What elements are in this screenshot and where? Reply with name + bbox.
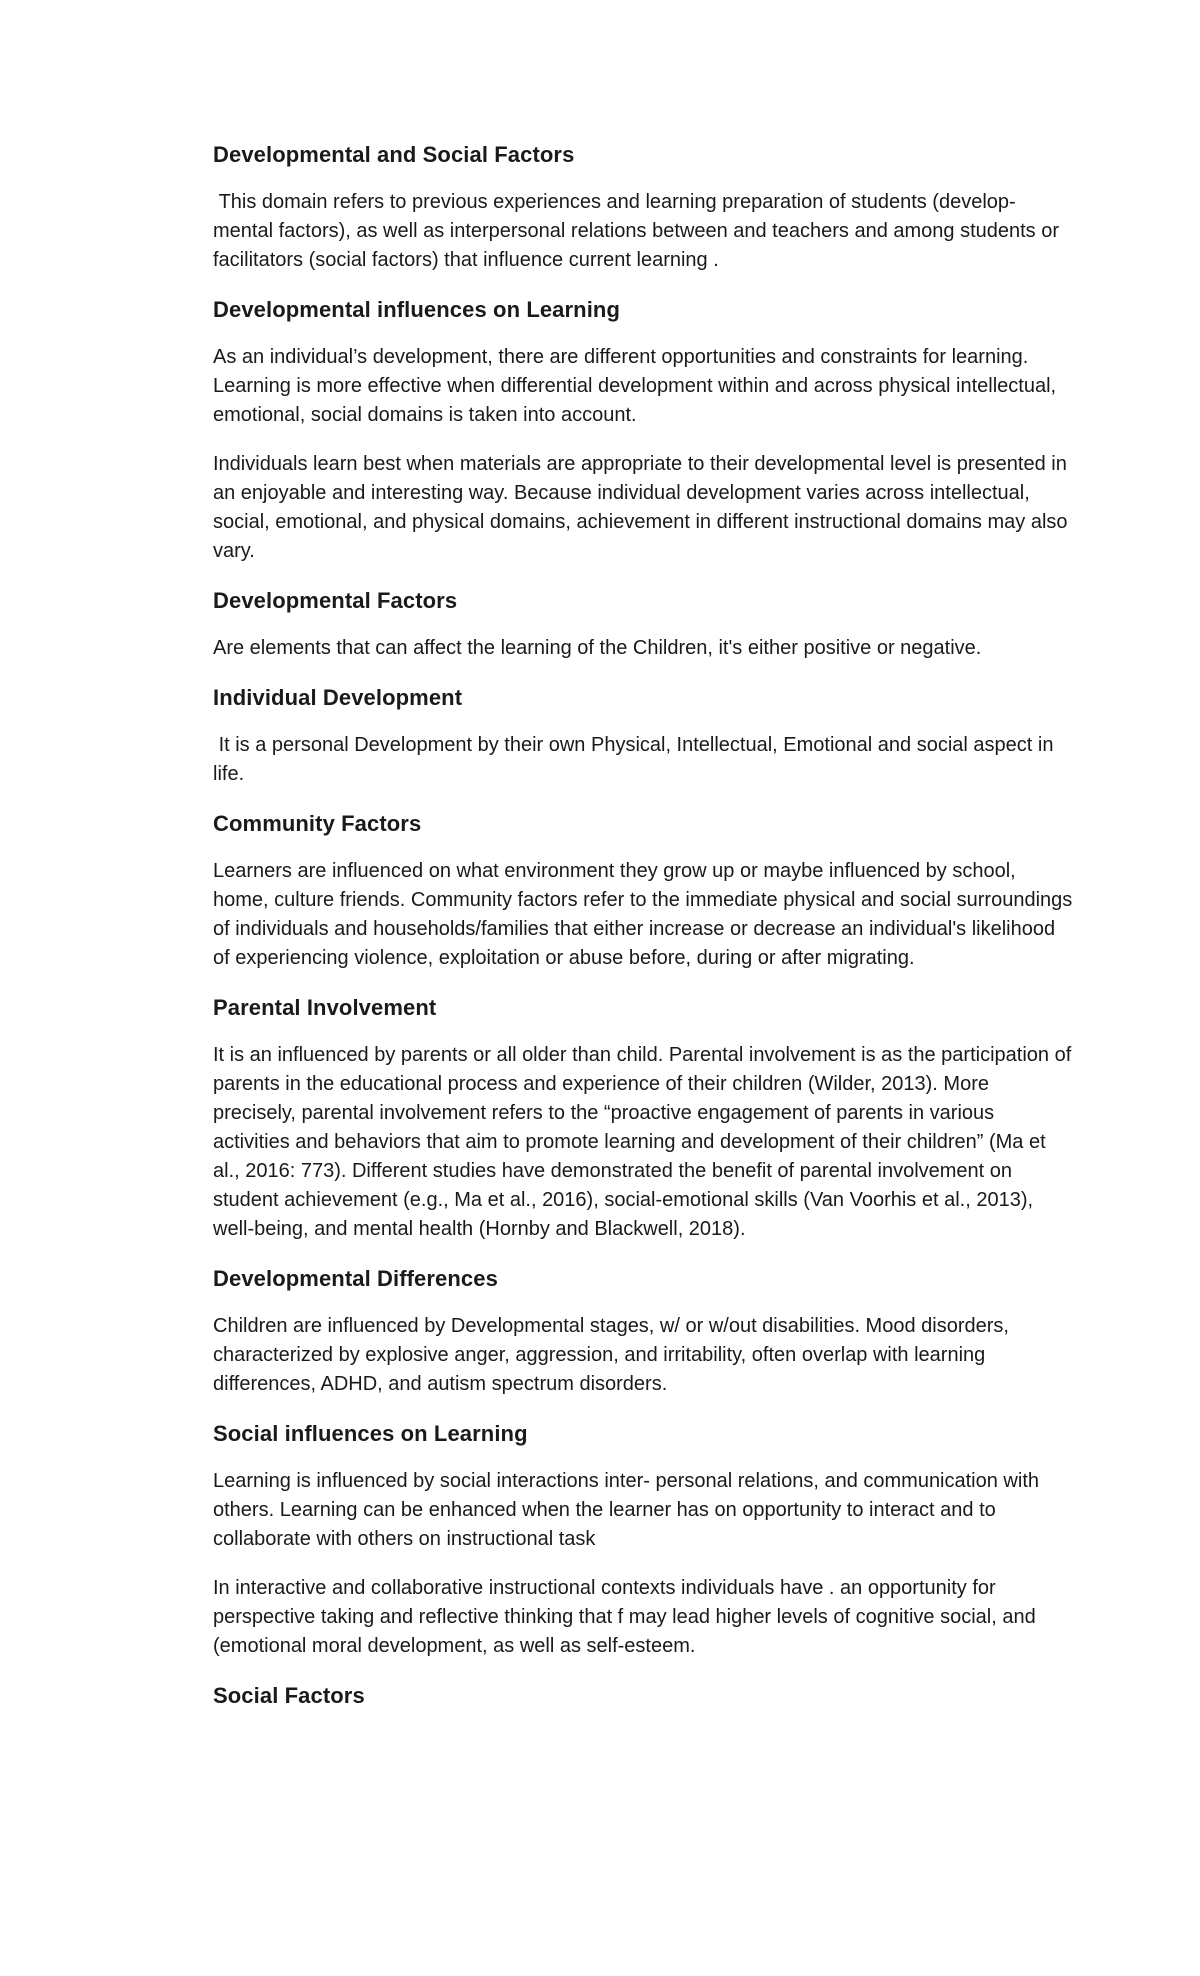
section-heading: Parental Involvement [213,995,437,1020]
section-paragraph: Children are influenced by Developmental stages, w/ or w/out disabilities. Mood disorders, characterized by explosive anger, aggression, and irritability, often overlap with learning differences, ADHD, and autism spectrum disorders. [213,1315,1015,1395]
section-social-influences [213,1419,1075,1661]
section-developmental-differences [213,1264,1075,1399]
section-paragraph: Individuals learn best when materials are appropriate to their developmental level is presented in an enjoyable and interesting way. Because individual development varies across intellectual, social, emotional, and physical domains, achievement in different instructional domains may also vary. [213,453,1074,562]
section-heading: Developmental Differences [213,1266,498,1291]
section-paragraph: It is a personal Development by their own Physical, Intellectual, Emotional and social aspect in life. [213,734,1060,785]
section-community-factors [213,809,1078,973]
section-heading: Developmental Factors [213,588,458,613]
section-heading: Developmental influences on Learning [213,297,621,322]
section-heading: Social Factors [213,1683,365,1708]
section-heading: Developmental and Social Factors [213,142,575,167]
section-paragraph: This domain refers to previous experiences and learning preparation of students (develop- mental factors), as well as interpersonal relations between and teachers and among students or facilitators (social factors) that influence current learning . [213,191,1065,271]
section-individual-development [213,683,1075,789]
section-paragraph: Are elements that can affect the learning of the Children, it's either positive or negative. [213,637,982,659]
section-developmental-factors [213,586,1075,663]
section-parental-involvement [213,993,1075,1244]
section-paragraph: It is an influenced by parents or all older than child. Parental involvement is as the participation of parents in the educational process and experience of their children (Wilder, 2013). More precisely, parental involvement refers to the “proactive engagement of parents in various activities and behaviors that aim to promote learning and development of their children” (Ma et al., 2016: 773). Different studies have demonstrated the benefit of parental involvement on student achievement (e.g., Ma et al., 2016), social-emotional skills (Van Voorhis et al., 2013), well-being, and mental health (Hornby and Blackwell, 2018). [213,1044,1077,1240]
section-paragraph: Learning is influenced by social interactions inter- personal relations, and communication with others. Learning can be enhanced when the learner has on opportunity to interact and to collaborate with others on instructional task [213,1470,1045,1550]
section-paragraph: As an individual’s development, there are different opportunities and constraints for learning. Learning is more effective when differential development within and across physical intellectual, emotional, social domains is taken into account. [213,346,1062,426]
section-heading: Community Factors [213,811,422,836]
section-paragraph: In interactive and collaborative instructional contexts individuals have . an opportunity for perspective taking and reflective thinking that f may lead higher levels of cognitive social, and (emotional moral development, as well as self-esteem. [213,1577,1042,1657]
section-social-factors [213,1681,1075,1711]
section-developmental-and-social-factors [213,140,1075,275]
document-page [213,140,1078,1729]
section-heading: Individual Development [213,685,463,710]
section-paragraph: Learners are influenced on what environment they grow up or maybe influenced by school, home, culture friends. Community factors refer to the immediate physical and social surroundings of individuals and households/families that either increase or decrease an individual's likelihood of experiencing violence, exploitation or abuse before, during or after migrating. [213,860,1078,969]
section-heading: Social influences on Learning [213,1421,528,1446]
section-developmental-influences [213,295,1075,566]
